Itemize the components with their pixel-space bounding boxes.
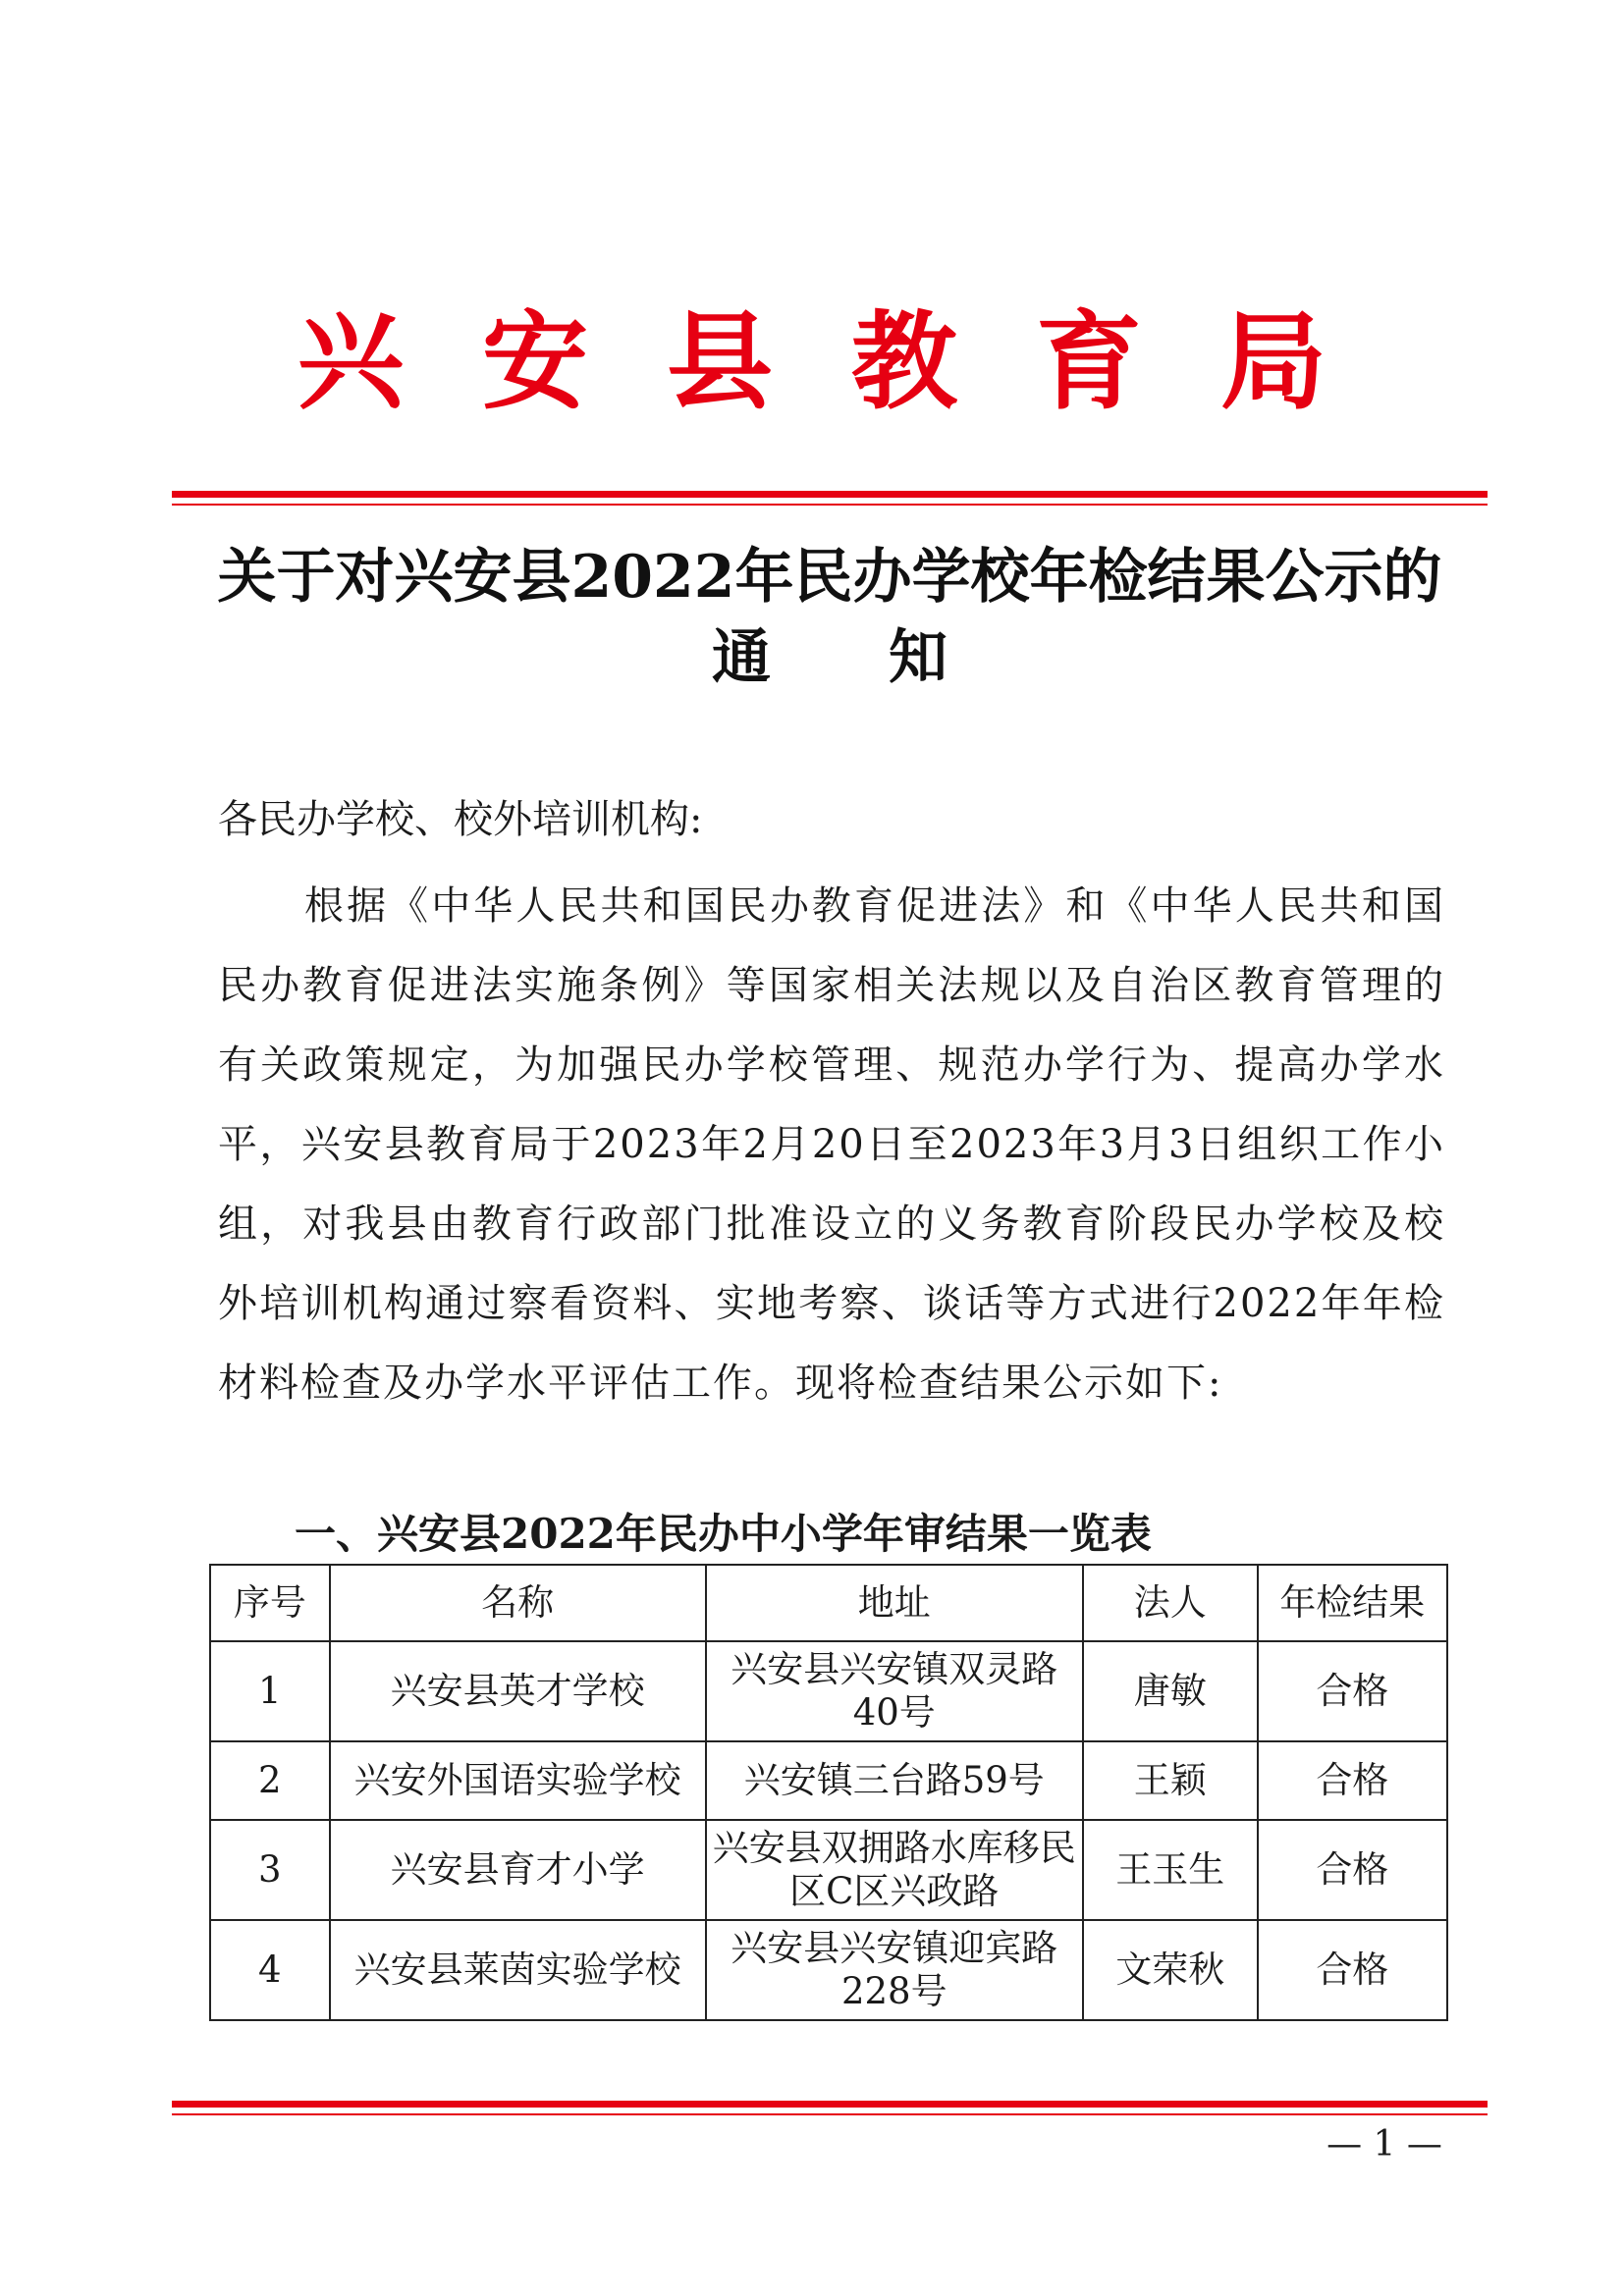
results-table [209, 1564, 1448, 2021]
header-number: 序号 [210, 1565, 330, 1641]
cell-number: 3 [210, 1820, 330, 1920]
cell-representative: 王玉生 [1083, 1820, 1258, 1920]
document-title-line-2: 通知 [712, 623, 1065, 692]
section-heading: 一、兴安县2022年民办中小学年审结果一览表 [295, 1510, 1152, 1558]
table-row [210, 1820, 1447, 1920]
cell-result: 合格 [1258, 1741, 1447, 1820]
red-divider-top-thick [172, 491, 1488, 498]
masthead-title: 兴安县教育局 [297, 301, 1405, 424]
cell-address: 兴安县兴安镇双灵路40号 [706, 1641, 1083, 1741]
cell-number: 4 [210, 1920, 330, 2020]
cell-name: 兴安县莱茵实验学校 [330, 1920, 706, 2020]
cell-address: 兴安县兴安镇迎宾路228号 [706, 1920, 1083, 2020]
cell-result: 合格 [1258, 1641, 1447, 1741]
red-divider-top-thin [172, 504, 1488, 506]
cell-result: 合格 [1258, 1820, 1447, 1920]
page-number: — 1 — [1326, 2124, 1442, 2164]
body-paragraph: 根据《中华人民共和国民办教育促进法》和《中华人民共和国民办教育促进法实施条例》等国家相关法规以及自治区教育管理的有关政策规定，为加强民办学校管理、规范办学行为、提高办学水平，兴安县教育局于2023年2月20日至2023年3月3日组织工作小组，对我县由教育行政部门批准设立的义务教育阶段民办学校及校外培训机构通过察看资料、实地考察、谈话等方式进行2022年年检材料检查及办学水平评估工作。现将检查结果公示如下: [218, 883, 1445, 1406]
header-representative: 法人 [1083, 1565, 1258, 1641]
header-result: 年检结果 [1258, 1565, 1447, 1641]
red-divider-bottom-thick [172, 2101, 1488, 2108]
document-title-line-1: 关于对兴安县2022年民办学校年检结果公示的 [217, 543, 1442, 612]
table-header-row [210, 1565, 1447, 1641]
cell-name: 兴安县育才小学 [330, 1820, 706, 1920]
red-divider-bottom-thin [172, 2113, 1488, 2115]
salutation: 各民办学校、校外培训机构: [218, 797, 703, 842]
cell-name: 兴安外国语实验学校 [330, 1741, 706, 1820]
table-row [210, 1920, 1447, 2020]
table-row [210, 1741, 1447, 1820]
header-name: 名称 [330, 1565, 706, 1641]
cell-representative: 王颖 [1083, 1741, 1258, 1820]
cell-address: 兴安镇三台路59号 [706, 1741, 1083, 1820]
cell-number: 1 [210, 1641, 330, 1741]
cell-address: 兴安县双拥路水库移民区C区兴政路 [706, 1820, 1083, 1920]
table-row [210, 1641, 1447, 1741]
cell-name: 兴安县英才学校 [330, 1641, 706, 1741]
cell-representative: 唐敏 [1083, 1641, 1258, 1741]
header-address: 地址 [706, 1565, 1083, 1641]
cell-result: 合格 [1258, 1920, 1447, 2020]
cell-number: 2 [210, 1741, 330, 1820]
cell-representative: 文荣秋 [1083, 1920, 1258, 2020]
